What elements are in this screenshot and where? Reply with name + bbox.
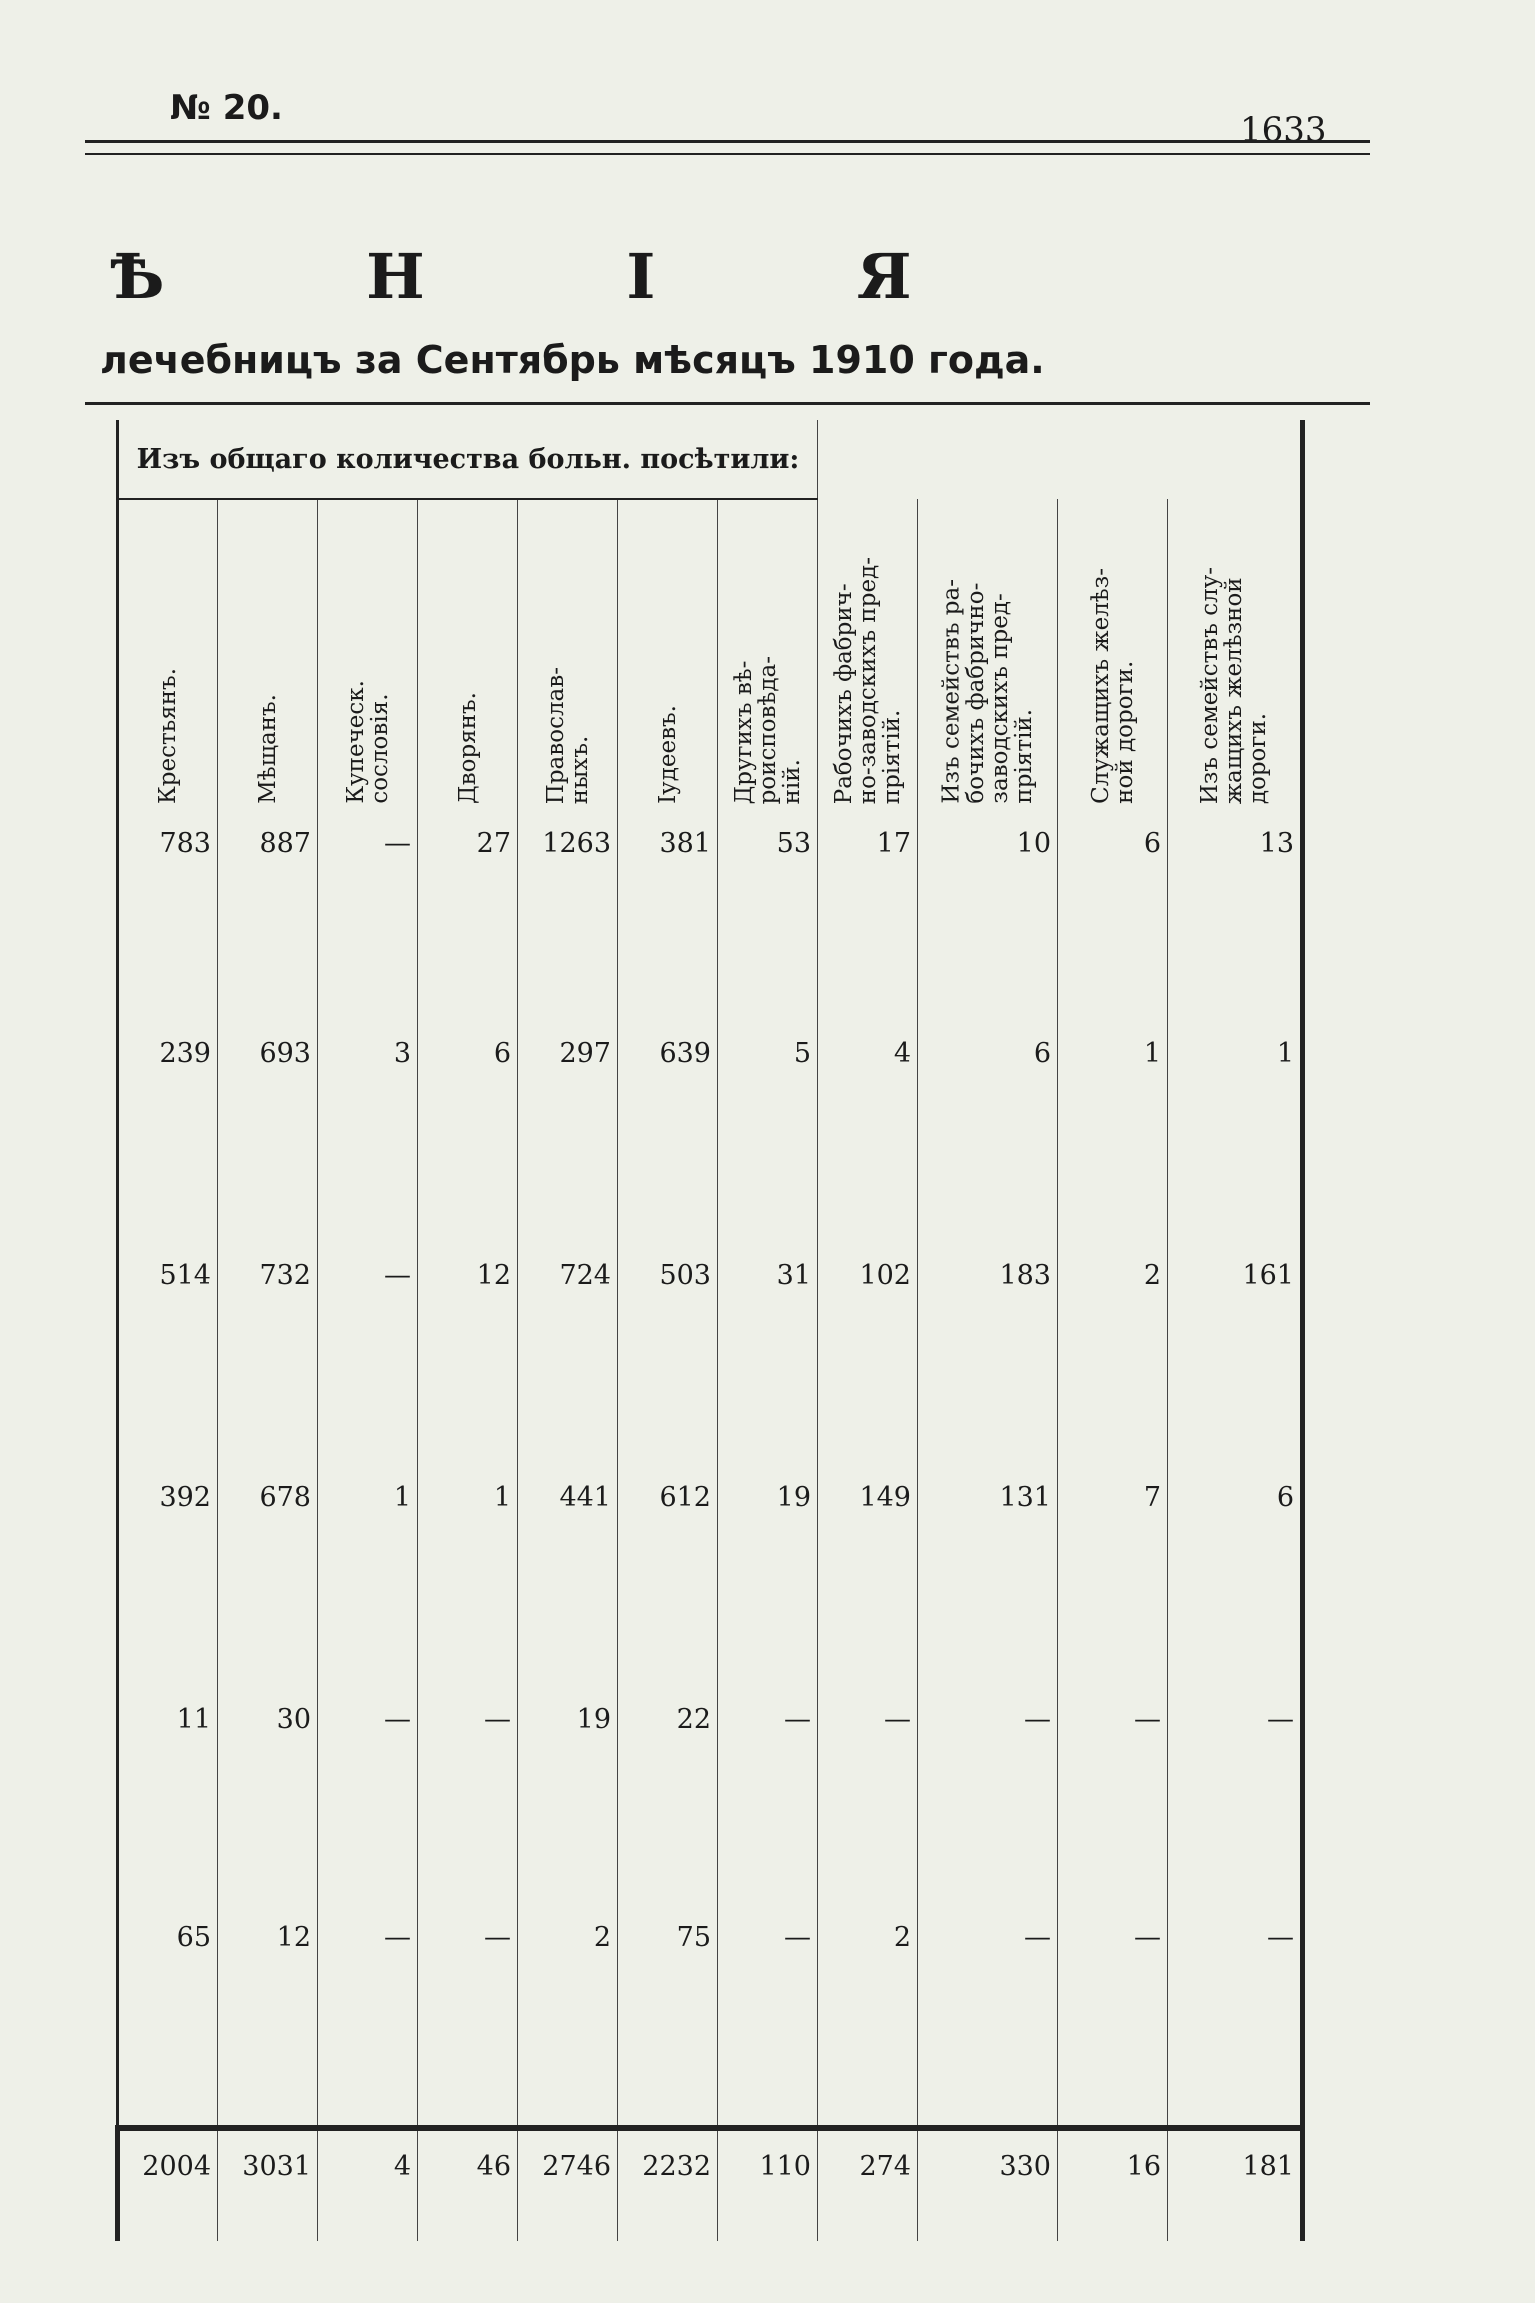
table-cell: 19 [718, 1482, 818, 1704]
table-row [118, 1482, 1303, 1704]
group-header: Изъ общаго количества больн. посѣтили: [118, 420, 818, 499]
table-cell: 13 [1168, 810, 1303, 1038]
table-top-rule [85, 402, 1370, 405]
table-cell: — [718, 1922, 818, 2128]
table-cell: 887 [218, 810, 318, 1038]
table-cell: — [1058, 1922, 1168, 2128]
totals-row [118, 2128, 1303, 2241]
total-cell: 46 [418, 2128, 518, 2241]
column-header: Служащихъ желѣз- ной дороги. [1058, 499, 1168, 810]
table-cell: 381 [618, 810, 718, 1038]
total-cell: 274 [818, 2128, 918, 2241]
table-cell: 102 [818, 1260, 918, 1482]
table-cell: 53 [718, 810, 818, 1038]
table-cell: 783 [118, 810, 218, 1038]
total-cell: 2004 [118, 2128, 218, 2241]
page-number: 1633 [1240, 110, 1327, 150]
table-cell: — [818, 1704, 918, 1922]
table-cell: — [918, 1922, 1058, 2128]
table-cell: 149 [818, 1482, 918, 1704]
table-row [118, 1922, 1303, 2128]
table-cell: — [418, 1704, 518, 1922]
table-cell: — [1168, 1704, 1303, 1922]
table-cell: — [318, 1260, 418, 1482]
table-cell: 1263 [518, 810, 618, 1038]
table-cell: 693 [218, 1038, 318, 1260]
table-cell: — [918, 1704, 1058, 1922]
table-row [118, 1260, 1303, 1482]
table-cell: 239 [118, 1038, 218, 1260]
table-cell: 161 [1168, 1260, 1303, 1482]
table-cell: 724 [518, 1260, 618, 1482]
column-header: Изъ семействъ ра- бочихъ фабрично- заводскихъ пред- пріятій. [918, 499, 1058, 810]
table-row [118, 1038, 1303, 1260]
table-cell: 22 [618, 1704, 718, 1922]
table-row [118, 1704, 1303, 1922]
table-cell: 75 [618, 1922, 718, 2128]
table-cell: 12 [418, 1260, 518, 1482]
table-cell: 27 [418, 810, 518, 1038]
table-cell: 5 [718, 1038, 818, 1260]
header-rule [85, 140, 1370, 155]
column-header: Дворянъ. [418, 499, 518, 810]
table-cell: 30 [218, 1704, 318, 1922]
table-cell: 1 [418, 1482, 518, 1704]
table-cell: 3 [318, 1038, 418, 1260]
table-cell: 2 [1058, 1260, 1168, 1482]
table-cell: 678 [218, 1482, 318, 1704]
table-cell: 639 [618, 1038, 718, 1260]
issue-number: № 20. [170, 88, 283, 128]
table-cell: 514 [118, 1260, 218, 1482]
table-cell: 12 [218, 1922, 318, 2128]
total-cell: 2746 [518, 2128, 618, 2241]
table-cell: 6 [1058, 810, 1168, 1038]
statistics-table [115, 420, 1305, 2241]
table-cell: 732 [218, 1260, 318, 1482]
table-cell: 1 [1058, 1038, 1168, 1260]
total-cell: 110 [718, 2128, 818, 2241]
table-cell: 441 [518, 1482, 618, 1704]
table-cell: 612 [618, 1482, 718, 1704]
total-cell: 3031 [218, 2128, 318, 2241]
table-cell: — [1168, 1922, 1303, 2128]
table-cell: 4 [818, 1038, 918, 1260]
table-cell: 65 [118, 1922, 218, 2128]
table-cell: 7 [1058, 1482, 1168, 1704]
column-header: Мѣщанъ. [218, 499, 318, 810]
table-cell: 2 [518, 1922, 618, 2128]
table-cell: 1 [318, 1482, 418, 1704]
table-cell: 6 [918, 1038, 1058, 1260]
total-cell: 2232 [618, 2128, 718, 2241]
table-cell: 392 [118, 1482, 218, 1704]
table-cell: 17 [818, 810, 918, 1038]
table-cell: — [318, 1704, 418, 1922]
total-cell: 16 [1058, 2128, 1168, 2241]
column-header: Іудеевъ. [618, 499, 718, 810]
table-cell: 183 [918, 1260, 1058, 1482]
table-row [118, 810, 1303, 1038]
column-header: Изъ семействъ слу- жащихъ желѣзной дороги. [1168, 499, 1303, 810]
title-letters: Ѣ Н І Я [110, 240, 1002, 313]
table-cell: 6 [418, 1038, 518, 1260]
table-cell: 19 [518, 1704, 618, 1922]
table-cell: 503 [618, 1260, 718, 1482]
table-cell: — [1058, 1704, 1168, 1922]
table-cell: 11 [118, 1704, 218, 1922]
total-cell: 181 [1168, 2128, 1303, 2241]
table-cell: 2 [818, 1922, 918, 2128]
table-cell: 131 [918, 1482, 1058, 1704]
table-cell: 297 [518, 1038, 618, 1260]
column-header: Православ- ныхъ. [518, 499, 618, 810]
table-subtitle: лечебницъ за Сентябрь мѣсяцъ 1910 года. [100, 338, 1045, 382]
total-cell: 330 [918, 2128, 1058, 2241]
column-header: Крестьянъ. [118, 499, 218, 810]
table-cell: — [318, 1922, 418, 2128]
column-header: Рабочихъ фабрич- но-заводскихъ пред- пріятій. [818, 499, 918, 810]
table-cell: 31 [718, 1260, 818, 1482]
column-header: Другихъ вѣ- роисповѣда- ній. [718, 499, 818, 810]
column-header: Купеческ. сословія. [318, 499, 418, 810]
total-cell: 4 [318, 2128, 418, 2241]
table-cell: — [318, 810, 418, 1038]
table-cell: — [718, 1704, 818, 1922]
table-cell: — [418, 1922, 518, 2128]
table-cell: 1 [1168, 1038, 1303, 1260]
table-cell: 6 [1168, 1482, 1303, 1704]
table-cell: 10 [918, 810, 1058, 1038]
